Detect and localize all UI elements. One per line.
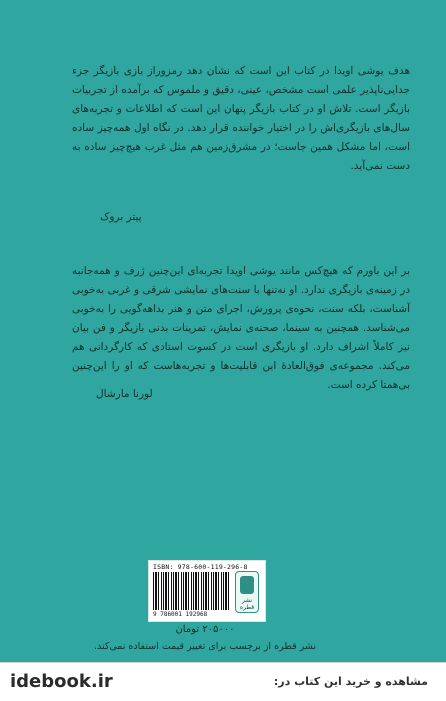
review-signature-1: پیتر بروک	[100, 211, 142, 223]
review-signature-2: لورنا مارشال	[96, 388, 153, 400]
publisher-name: نشر قطره	[239, 597, 255, 611]
barcode-bars	[153, 572, 231, 610]
barcode-label	[148, 560, 266, 622]
isbn-text: ISBN: 978-600-119-296-8	[153, 563, 248, 571]
footer-caption: مشاهده و خرید این کتاب در:	[273, 675, 428, 688]
brand-logo[interactable]: idebook.ir	[10, 671, 113, 692]
barcode-digits: 9 786001 192968	[153, 611, 208, 618]
publisher-mark-icon	[240, 576, 254, 594]
review-paragraph-2: بر این باورم که هیچ‌کس مانند یوشی اویدا تجربه‌ای این‌چنین ژرف و همه‌جانبه در زمینه‌ی بازیگری ندارد. او نه‌تنها با سنت‌های نمایشی شرقی و غربی به‌خوبی آشناست، بلکه سنت، نحوه‌ی پرورش، اجرای متن و هنر بداهه‌گویی را به‌خوبی می‌شناسد. همچنین به سینما، صحنه‌ی نمایش، تمرینات بدنی بازیگر و فن بیان نیز کاملاً اشراف دارد. او بازیگری است در کسوت استادی که کارگردانی هم می‌کند. مجموعه‌ی فوق‌العادهٔ این قابلیت‌ها و تجربه‌هاست که او را این‌چنین بی‌همتا کرده است.	[72, 265, 410, 391]
price-text: ۲۰۵۰۰۰ تومان	[175, 624, 235, 635]
publisher-logo	[235, 571, 259, 613]
watermark-footer[interactable]	[0, 662, 446, 701]
review-paragraph-1: هدف یوشی اویدا در کتاب این است که نشان دهد رمزوراز بازی بازیگر جزء جدایی‌ناپذیر علمی است مشخص، عینی، دقیق و ملموس که برآمده از تجربیات بازیگر است. تلاش او در کتاب بازیگر پنهان این است که اطلاعات و تجربه‌های سال‌های بازیگری‌اش را در اختیار خواننده قرار دهد. در نگاه اول همه‌چیز ساده است، اما مشکل همین جاست؛ در مشرق‌زمین هم مثل غرب هیچ‌چیز ساده به دست نمی‌آید.	[72, 65, 410, 172]
publisher-note: نشر قطره از برچسب برای تغییر قیمت استفاده نمی‌کند.	[93, 641, 317, 652]
